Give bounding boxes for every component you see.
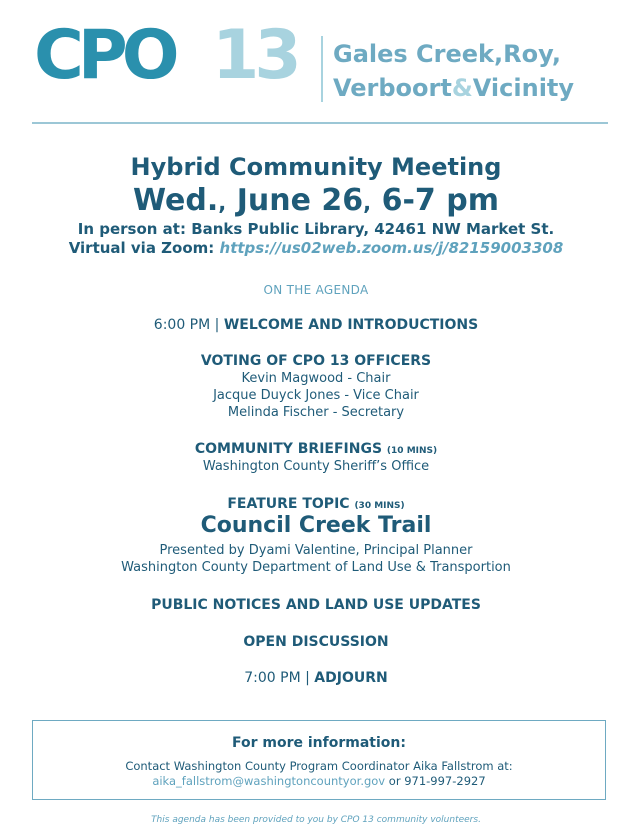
notices-title: PUBLIC NOTICES AND LAND USE UPDATES (151, 597, 481, 613)
adjourn-time: 7:00 PM | (244, 670, 310, 686)
logo-cpo-text: CPO (34, 16, 174, 95)
voting-title: VOTING OF CPO 13 OFFICERS (200, 353, 432, 369)
place-verboort: Verboort (333, 74, 452, 102)
footer-note: This agenda has been provided to you by CPO 13 community volunteers. (151, 815, 481, 825)
meeting-time: 6-7 pm (371, 183, 499, 218)
header (0, 0, 632, 122)
place-name-line2 (333, 76, 574, 100)
agenda-heading: ON THE AGENDA (263, 283, 369, 297)
virtual-label: Virtual via Zoom: (68, 239, 215, 257)
header-rule (32, 122, 608, 124)
officer-chair: Kevin Magwood - Chair (241, 371, 391, 386)
agenda-adjourn (0, 670, 632, 686)
feature-department: Washington County Department of Land Use & Transportion (121, 560, 511, 575)
briefings-heading (0, 441, 632, 457)
meeting-title: Hybrid Community Meeting (130, 153, 502, 181)
place-name-line1 (333, 42, 561, 66)
date-separator: , (363, 191, 372, 215)
or-text: or (385, 774, 405, 788)
briefings-sub: Washington County Sheriff’s Office (202, 459, 430, 474)
place-roy: Roy, (503, 40, 561, 68)
in-person-location (0, 220, 632, 238)
meeting-date (0, 183, 632, 218)
place-vicinity: Vicinity (472, 74, 575, 102)
virtual-location (0, 239, 632, 257)
welcome-time: 6:00 PM | (153, 317, 220, 333)
feature-presenter: Presented by Dyami Valentine, Principal Planner (159, 543, 473, 558)
agenda-welcome (0, 317, 632, 333)
info-contact-details (33, 774, 605, 788)
ampersand: & (451, 74, 473, 102)
contact-email-link[interactable]: aika_fallstrom@washingtoncountyor.gov (152, 774, 386, 788)
officer-secretary: Melinda Fischer - Secretary (227, 405, 405, 420)
info-contact-line: Contact Washington County Program Coordinator Aika Fallstrom at: (125, 759, 513, 773)
feature-duration: (30 MINS) (354, 501, 405, 511)
in-person-address: Banks Public Library, 42461 NW Market St. (185, 220, 555, 238)
briefings-duration: (10 MINS) (386, 446, 438, 456)
zoom-link[interactable]: https://us02web.zoom.us/j/82159003308 (219, 239, 564, 257)
date-separator: , (218, 191, 227, 215)
welcome-title: WELCOME AND INTRODUCTIONS (223, 317, 479, 333)
logo-divider (321, 36, 323, 102)
place-gales-creek: Gales Creek, (333, 40, 504, 68)
adjourn-title: ADJOURN (314, 670, 388, 686)
meeting-date-main: June 26 (226, 183, 364, 218)
info-title: For more information: (232, 735, 406, 751)
feature-title: FEATURE TOPIC (227, 496, 350, 512)
in-person-label: In person at: (77, 220, 186, 238)
officer-vice-chair: Jacque Duyck Jones - Vice Chair (213, 388, 419, 403)
logo-number: 13 (212, 16, 297, 95)
feature-topic: Council Creek Trail (200, 513, 432, 538)
feature-heading (0, 496, 632, 512)
meeting-day: Wed. (133, 183, 219, 218)
contact-phone: 971-997-2927 (404, 774, 486, 788)
info-box (32, 720, 606, 800)
briefings-title: COMMUNITY BRIEFINGS (194, 441, 383, 457)
discussion-title: OPEN DISCUSSION (243, 634, 389, 650)
